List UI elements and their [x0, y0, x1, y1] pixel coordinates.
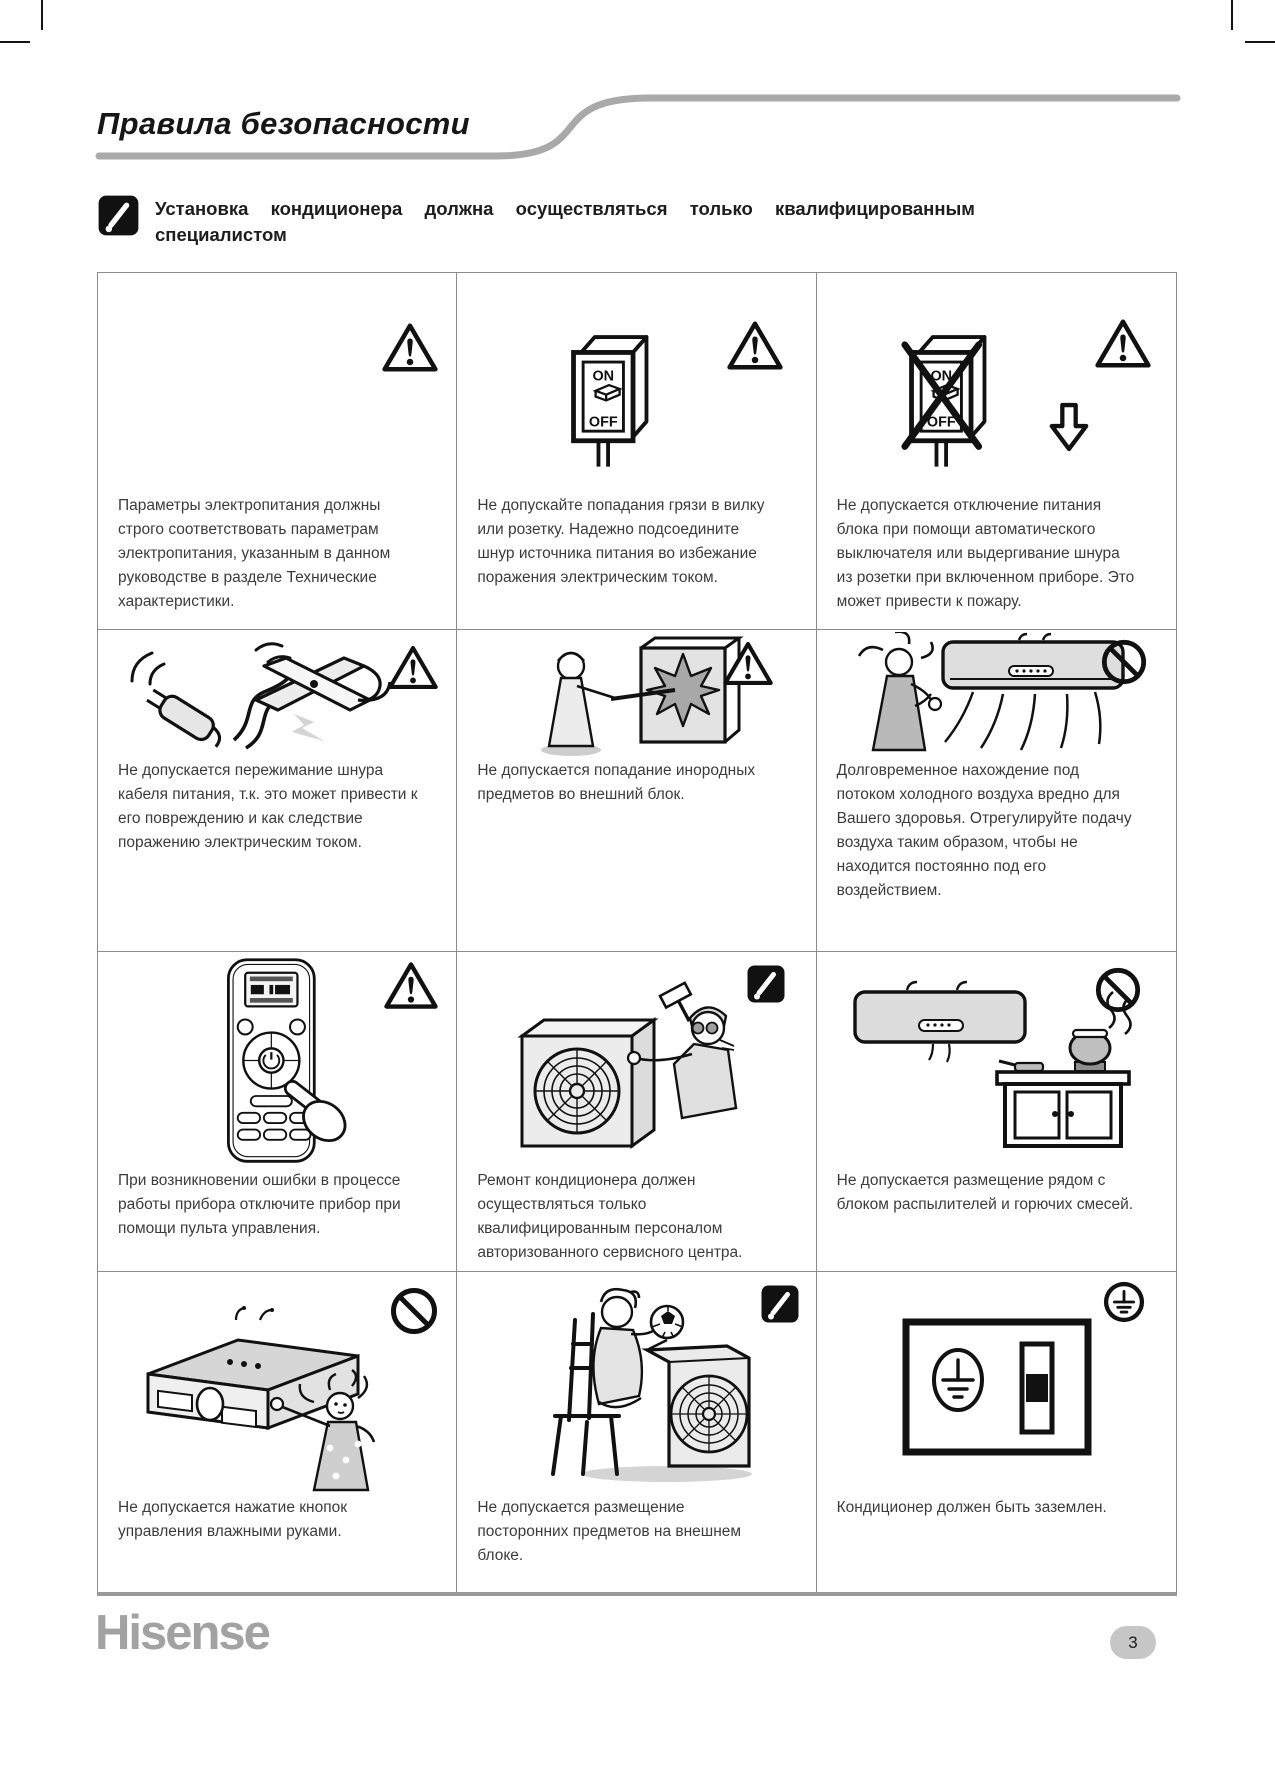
- grounding-icon: [1102, 1280, 1146, 1324]
- cell-text: Параметры электропитания должны строго соответствовать параметрам электропитания, указанным в данном руководстве в разделе Технические характеристики.: [118, 497, 391, 610]
- warning-triangle-icon: [726, 319, 784, 372]
- cell-text: Не допускается отключение питания блока при помощи автоматического выключателя или выдергивание шнура из розетки при включенном приборе. Это может привести к пожару.: [836, 497, 1135, 610]
- cell-illustration: [457, 952, 815, 1169]
- warning-triangle-icon: [1094, 317, 1152, 370]
- cell-illustration: [457, 1272, 815, 1496]
- warning-triangle-icon: [383, 960, 439, 1011]
- safety-cell-wet-hands: [98, 1272, 457, 1592]
- safety-cell-error-remote-off: [98, 952, 457, 1272]
- prohibition-icon: [1100, 638, 1148, 686]
- crop-mark: [0, 41, 30, 43]
- note-icon: [97, 194, 140, 237]
- cell-illustration: [98, 630, 456, 759]
- page-number: 3: [1128, 1633, 1138, 1652]
- wet-hands-art: [118, 1298, 418, 1494]
- cell-text: Не допускайте попадания грязи в вилку или розетку. Надежно подсоедините шнур источника питания во избежание поражения электрическим током.: [477, 497, 765, 586]
- crop-mark: [1231, 0, 1233, 30]
- cell-text: Не допускается нажатие кнопок управления влажными руками.: [118, 1499, 347, 1540]
- grounded-panel-art: [892, 1312, 1102, 1462]
- cell-text: Ремонт кондиционера должен осуществляться только квалифицированным персоналом авторизованного сервисного центра.: [477, 1172, 743, 1261]
- safety-grid: [97, 272, 1177, 1596]
- cell-text: Не допускается пережимание шнура кабеля питания, т.к. это может привести к его повреждению и как следствие поражению электрическим током.: [118, 762, 418, 851]
- safety-cell-cold-airflow: [817, 630, 1176, 952]
- warning-triangle-icon: [381, 321, 439, 374]
- safety-cell-plug-dirt: [457, 273, 816, 630]
- repair-outdoor-unit-art: [482, 966, 782, 1156]
- safety-cell-authorized-repair: [457, 952, 816, 1272]
- safety-cell-power-parameters: [98, 273, 457, 630]
- safety-cell-grounding: [817, 1272, 1176, 1592]
- safety-cell-pinched-cord: [98, 630, 457, 952]
- warning-triangle-icon: [722, 640, 774, 687]
- cold-airflow-art: [823, 632, 1143, 758]
- cell-illustration: [817, 952, 1176, 1169]
- notice-text: Установка кондиционера должна осуществляться только квалифицированным специалистом: [155, 198, 975, 245]
- page-number-badge: [1110, 1626, 1156, 1659]
- cell-text: Долговременное нахождение под потоком холодного воздуха вредно для Вашего здоровья. Отрегулируйте подачу воздуха таким образом, чтобы не находится постоянно под его воздействием.: [836, 762, 1132, 899]
- arrow-down-icon: [1048, 401, 1090, 453]
- cell-illustration: [98, 273, 456, 494]
- safety-cell-no-flammables: [817, 952, 1176, 1272]
- safety-cell-foreign-objects: [457, 630, 816, 952]
- cell-text: Не допускается размещение рядом с блоком распылителей и горючих смесей.: [836, 1172, 1134, 1213]
- crop-mark: [1245, 41, 1275, 43]
- cell-illustration: [817, 273, 1176, 494]
- prohibition-icon: [389, 1286, 439, 1336]
- cell-illustration: [98, 1272, 456, 1496]
- cell-illustration: [457, 630, 815, 759]
- cell-illustration: [98, 952, 456, 1169]
- objects-on-unit-art: [497, 1274, 777, 1486]
- crop-mark: [41, 0, 43, 30]
- cell-illustration: [457, 273, 815, 494]
- cell-text: При возникновении ошибки в процессе работы прибора отключите прибор при помощи пульта управления.: [118, 1172, 401, 1237]
- cell-illustration: [817, 630, 1176, 759]
- note-icon: [760, 1284, 800, 1324]
- cell-illustration: [817, 1272, 1176, 1496]
- warning-triangle-icon: [387, 644, 439, 691]
- remote-control-art: [196, 956, 356, 1166]
- note-icon: [746, 964, 786, 1004]
- breaker-switch-art: [562, 329, 658, 469]
- prohibition-icon: [1094, 966, 1142, 1014]
- safety-cell-no-objects-on-unit: [457, 1272, 816, 1592]
- cell-text: Кондиционер должен быть заземлен.: [836, 1499, 1107, 1516]
- page-title: Правила безопасности: [97, 106, 470, 141]
- crossed-breaker-switch-art: [900, 329, 996, 469]
- cell-text: Не допускается размещение посторонних предметов на внешнем блоке.: [477, 1499, 742, 1564]
- pinched-cord-art: [106, 634, 406, 756]
- cell-text: Не допускается попадание инородных предметов во внешний блок.: [477, 762, 756, 803]
- hisense-logo: Hisense: [95, 1606, 269, 1660]
- safety-cell-no-breaker-disconnect: [817, 273, 1176, 630]
